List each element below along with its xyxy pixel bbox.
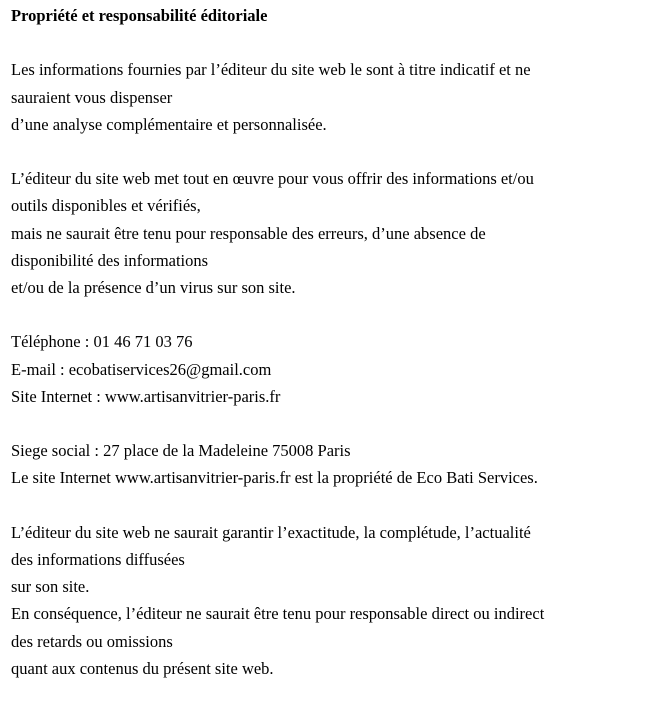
contact-phone: Téléphone : 01 46 71 03 76 bbox=[11, 332, 193, 352]
paragraph-line: et/ou de la présence d’un virus sur son site. bbox=[11, 278, 296, 297]
paragraph-line: quant aux contenus du présent site web. bbox=[11, 658, 274, 678]
paragraph-disclaimer bbox=[11, 56, 665, 138]
paragraph-line: mais ne saurait être tenu pour responsable des erreurs, d’une absence de bbox=[11, 223, 486, 243]
paragraph-line: d’une analyse complémentaire et personnalisée. bbox=[11, 114, 327, 134]
spacer bbox=[11, 410, 665, 437]
paragraph-accuracy bbox=[11, 519, 665, 682]
spacer bbox=[11, 492, 665, 519]
spacer bbox=[11, 301, 665, 328]
paragraph-line: L’éditeur du site web ne saurait garantir l’exactitude, la complétude, l’actualité bbox=[11, 522, 531, 542]
contact-website: Site Internet : www.artisanvitrier-paris.fr bbox=[11, 386, 281, 406]
paragraph-line: sur son site. bbox=[11, 577, 90, 597]
headquarters-address: Siege social : 27 place de la Madeleine 75008 Paris bbox=[11, 441, 351, 461]
paragraph-line: outils disponibles et vérifiés, bbox=[11, 196, 201, 216]
paragraph-line: En conséquence, l’éditeur ne saurait être tenu pour responsable direct ou indirect bbox=[11, 604, 545, 624]
paragraph-headquarters bbox=[11, 437, 665, 491]
document-title: Propriété et responsabilité éditoriale bbox=[11, 6, 268, 25]
paragraph-line: sauraient vous dispenser bbox=[11, 87, 173, 107]
paragraph-line: L’éditeur du site web met tout en œuvre pour vous offrir des informations et/ou bbox=[11, 169, 534, 189]
spacer bbox=[11, 29, 665, 56]
paragraph-contact bbox=[11, 328, 665, 410]
paragraph-liability bbox=[11, 165, 665, 301]
site-ownership: Le site Internet www.artisanvitrier-paris.fr est la propriété de Eco Bati Services. bbox=[11, 468, 538, 488]
contact-email: E-mail : ecobatiservices26@gmail.com bbox=[11, 359, 272, 379]
paragraph-line: Les informations fournies par l’éditeur du site web le sont à titre indicatif et ne bbox=[11, 60, 531, 80]
paragraph-line: des retards ou omissions bbox=[11, 631, 173, 651]
paragraph-line: des informations diffusées bbox=[11, 549, 185, 569]
editorial-responsibility-document bbox=[11, 2, 665, 682]
spacer bbox=[11, 138, 665, 165]
paragraph-line: disponibilité des informations bbox=[11, 250, 209, 270]
